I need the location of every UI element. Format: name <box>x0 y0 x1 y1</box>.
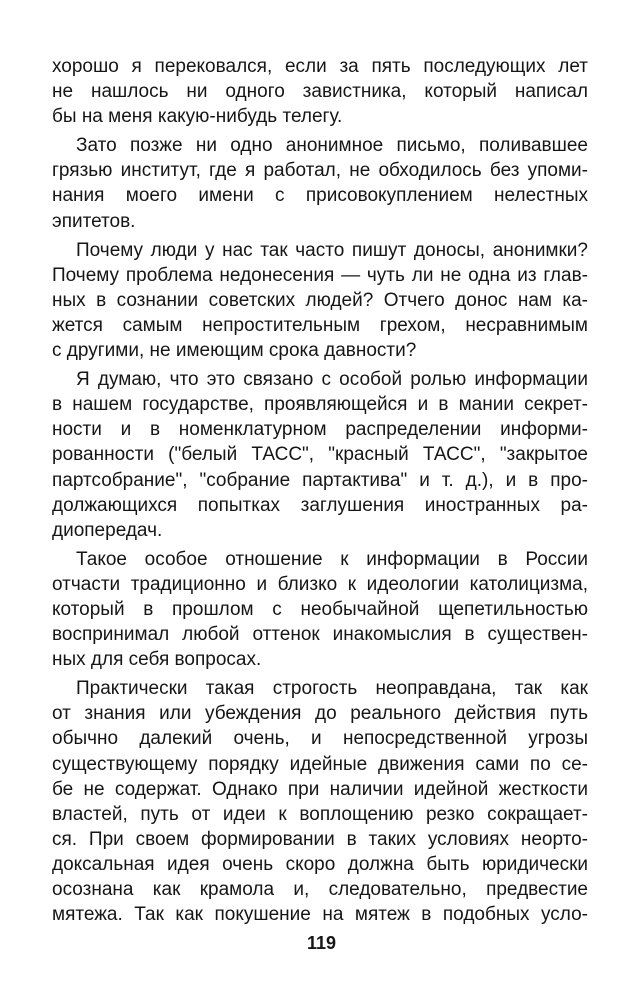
text-line: хорошо я перековался, если за пять последующих лет <box>52 56 588 77</box>
text-line: должающихся попытках заглушения иностранных ра- <box>52 494 588 516</box>
text-line: Почему люди у нас так часто пишут доносы, анонимки? <box>76 239 588 261</box>
paragraph <box>52 54 588 129</box>
text-line: в нашем государстве, проявляющейся и в мании секрет- <box>52 394 588 416</box>
text-line: ных в сознании советских людей? Отчего донос нам ка- <box>52 289 588 311</box>
text-line: Я думаю, что это связано с особой ролью информации <box>76 369 588 391</box>
text-line: не нашлось ни одного завистника, который написал <box>52 81 588 103</box>
page-body <box>52 54 588 931</box>
text-line: Зато позже ни одно анонимное письмо, поливавшее <box>76 135 588 157</box>
text-line: властей, путь от идеи к воплощению резко сокращает- <box>52 803 588 825</box>
text-line: нания моего имени с присовокуплением нелестных <box>52 185 588 207</box>
paragraph <box>52 367 588 543</box>
text-line: обычно далекий очень, и непосредственной угрозы <box>52 728 588 750</box>
text-line: Почему проблема недонесения — чуть ли не одна из глав- <box>52 264 588 286</box>
text-line: ных для себя вопросах. <box>52 649 262 671</box>
paragraph <box>52 676 588 927</box>
page-number: 119 <box>306 933 337 953</box>
text-line: бы на меня какую-нибудь телегу. <box>52 106 343 128</box>
text-line: от знания или убеждения до реального действия путь <box>52 703 588 725</box>
text-line: партсобрание", "собрание партактива" и т. д.), и в про- <box>52 469 588 491</box>
text-line: осознана как крамола и, следовательно, предвестие <box>52 879 588 900</box>
text-line: доксальная идея очень скоро должна быть юридически <box>52 853 588 875</box>
paragraph <box>52 133 588 233</box>
text-line: рованности ("белый ТАСС", "красный ТАСС", "закрытое <box>52 444 588 466</box>
text-line: с другими, не имеющим срока давности? <box>52 340 417 362</box>
text-line: диопередач. <box>52 519 163 541</box>
text-line: который в прошлом с необычайной щепетильностью <box>52 598 588 620</box>
text-line: жется самым непростительным грехом, несравнимым <box>52 314 588 336</box>
text-line: Такое особое отношение к информации в России <box>76 548 588 570</box>
text-line: ности и в номенклатурном распределении информи- <box>52 419 588 441</box>
text-line: грязью институт, где я работал, не обходилось без упоми- <box>52 160 588 182</box>
text-line: мятежа. Так как покушение на мятеж в подобных усло- <box>52 904 588 926</box>
text-line: эпитетов. <box>52 210 136 232</box>
text-line: отчасти традиционно и близко к идеологии католицизма, <box>52 573 588 595</box>
text-line: существующему порядку идейные движения сами по се- <box>52 753 588 775</box>
text-line: воспринимал любой оттенок инакомыслия в существен- <box>52 624 588 646</box>
paragraph <box>52 547 588 672</box>
paragraph <box>52 238 588 363</box>
text-line: ся. При своем формировании в таких условиях неорто- <box>52 828 588 850</box>
text-line: бе не содержат. Однако при наличии идейной жесткости <box>52 778 588 800</box>
text-line: Практически такая строгость неоправдана, так как <box>76 678 588 700</box>
